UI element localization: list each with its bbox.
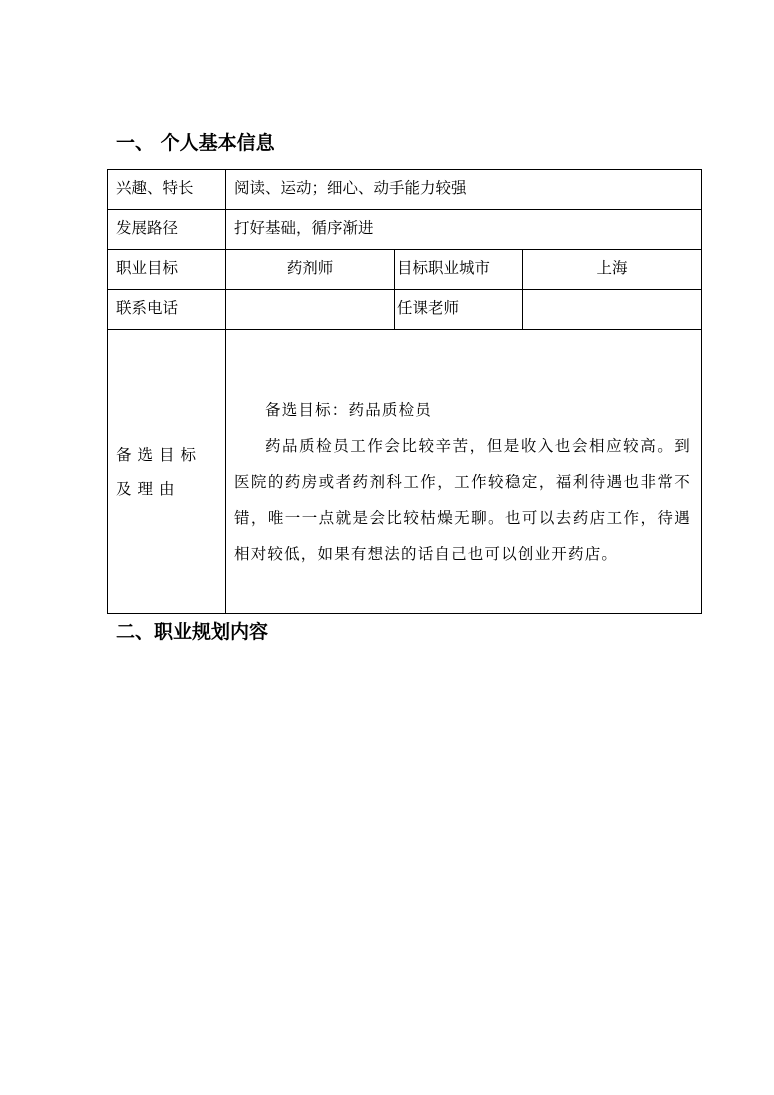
phone-value [226, 290, 395, 330]
alt-goal-reason-cell [226, 330, 702, 614]
section-2-heading: 二、职业规划内容 [116, 621, 269, 643]
alt-goal-body: 药品质检员工作会比较辛苦，但是收入也会相应较高。到医院的药房或者药剂科工作，工作较稳定，福利待遇也非常不错，唯一一点就是会比较枯燥无聊。也可以去药店工作，待遇相对较低，如果有想法的话自己也可以创业开药店。 [234, 437, 692, 563]
interests-label: 兴趣、特长 [108, 170, 226, 210]
teacher-value [523, 290, 702, 330]
goal-value: 药剂师 [226, 250, 395, 290]
interests-value: 阅读、运动；细心、动手能力较强 [226, 170, 702, 210]
city-value: 上海 [523, 250, 702, 290]
teacher-label: 任课老师 [395, 290, 523, 330]
table-row [108, 250, 702, 290]
basic-info-table [107, 169, 702, 614]
alt-goal-label: 备选目标及理由 [108, 330, 226, 614]
table-row [108, 170, 702, 210]
city-label: 目标职业城市 [395, 250, 523, 290]
table-row [108, 210, 702, 250]
phone-label: 联系电话 [108, 290, 226, 330]
path-label: 发展路径 [108, 210, 226, 250]
path-value: 打好基础，循序渐进 [226, 210, 702, 250]
section-1-heading: 一、 个人基本信息 [116, 132, 275, 154]
goal-label: 职业目标 [108, 250, 226, 290]
alt-goal-title: 备选目标：药品质检员 [265, 401, 433, 419]
table-row [108, 330, 702, 614]
table-row [108, 290, 702, 330]
